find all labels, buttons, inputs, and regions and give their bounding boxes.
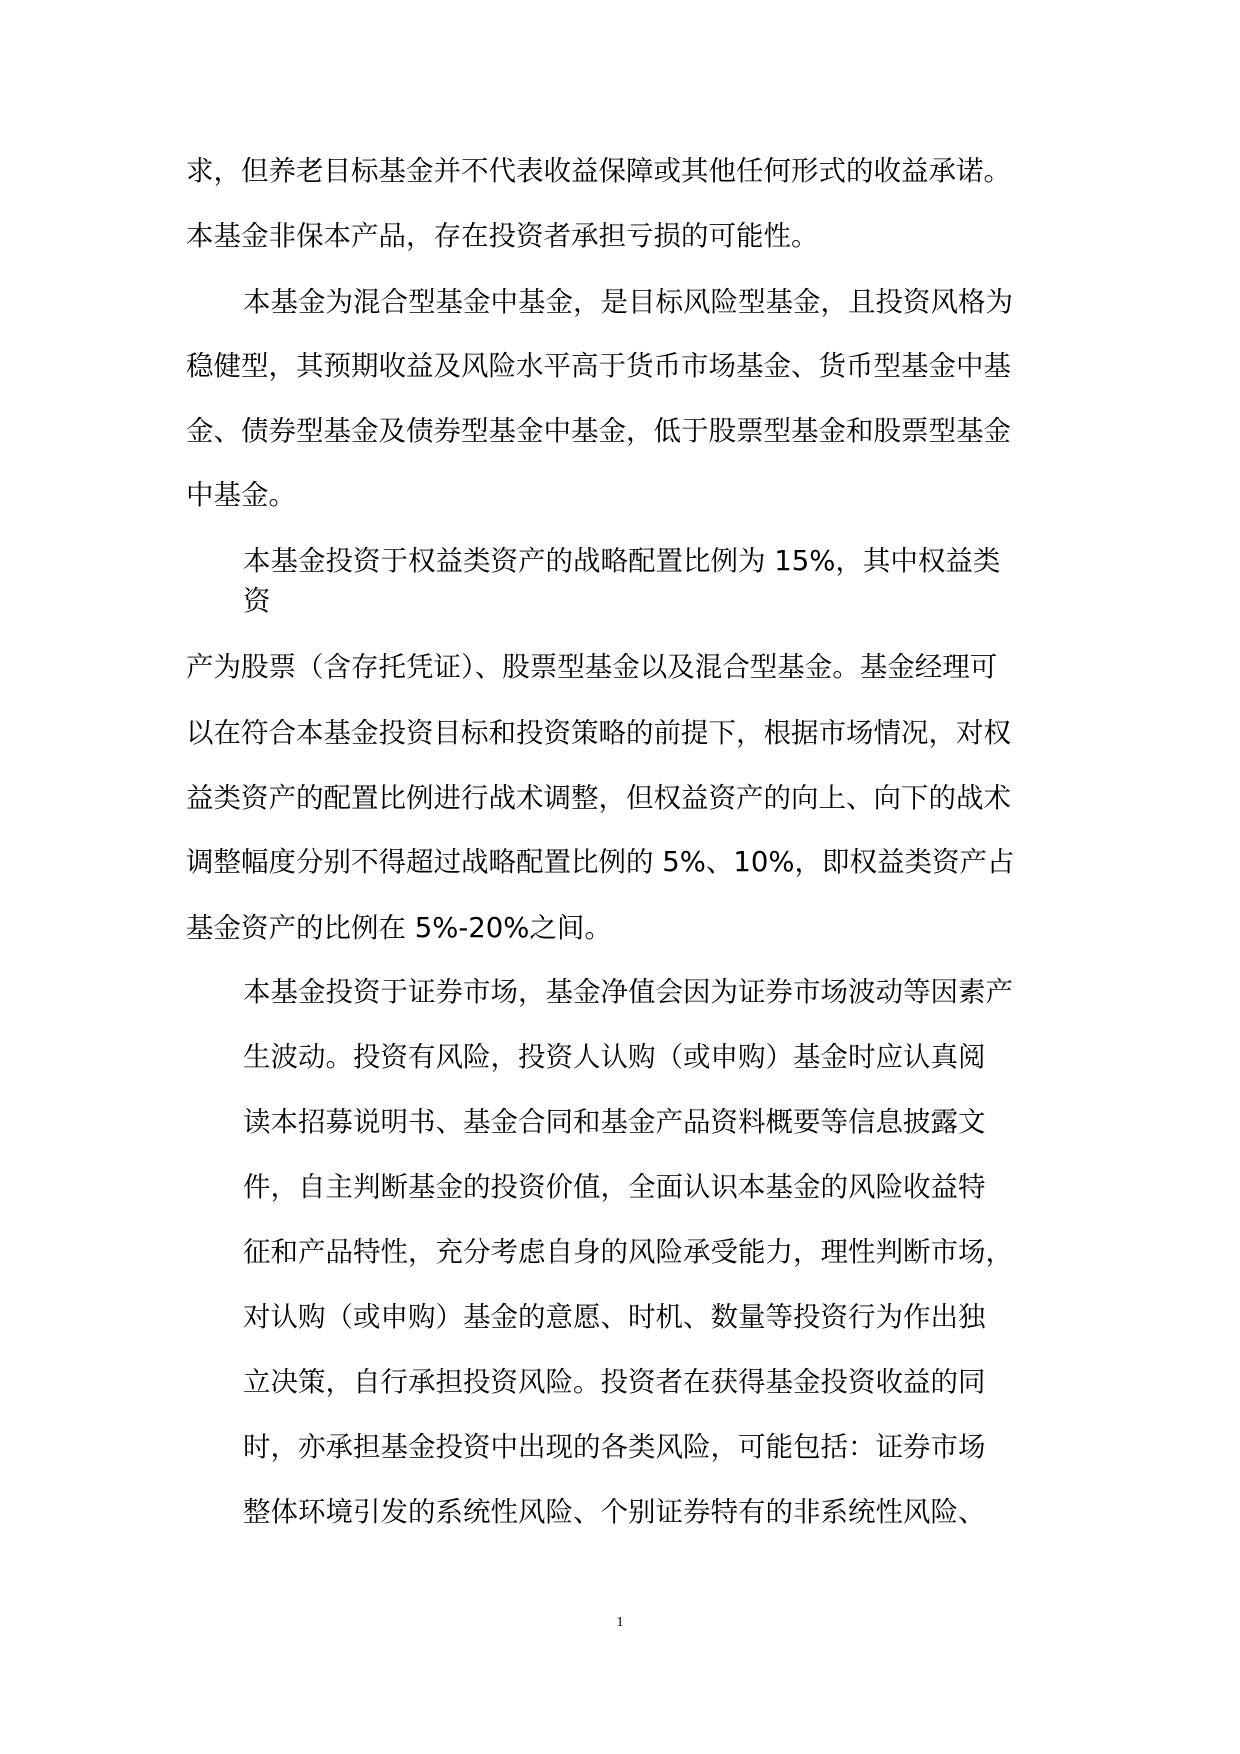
paragraph-3-line-2: 资 xyxy=(243,585,271,617)
paragraph-2-line-2: 稳健型，其预期收益及风险水平高于货币市场基金、货币型基金中基 xyxy=(186,350,1011,382)
paragraph-4-line-3: 读本招募说明书、基金合同和基金产品资料概要等信息披露文 xyxy=(243,1106,986,1138)
paragraph-3-line-6: 调整幅度分别不得超过战略配置比例的 5%、10%，即权益类资产占 xyxy=(186,846,1015,878)
paragraph-2-line-1: 本基金为混合型基金中基金，是目标风险型基金，且投资风格为 xyxy=(243,286,1013,318)
paragraph-3-line-3: 产为股票（含存托凭证）、股票型基金以及混合型基金。基金经理可 xyxy=(186,651,998,683)
paragraph-3-line-7: 基金资产的比例在 5%-20%之间。 xyxy=(186,912,612,944)
paragraph-2-line-4: 中基金。 xyxy=(186,479,296,511)
paragraph-3-line-1: 本基金投资于权益类资产的战略配置比例为 15%，其中权益类 xyxy=(243,545,1001,577)
paragraph-4-line-2: 生波动。投资有风险，投资人认购（或申购）基金时应认真阅 xyxy=(243,1041,986,1073)
paragraph-4-line-6: 对认购（或申购）基金的意愿、时机、数量等投资行为作出独 xyxy=(243,1301,986,1333)
paragraph-4-line-8: 时，亦承担基金投资中出现的各类风险，可能包括：证券市场 xyxy=(243,1431,986,1463)
paragraph-4-line-9: 整体环境引发的系统性风险、个别证券特有的非系统性风险、 xyxy=(243,1496,986,1528)
paragraph-3-line-5: 益类资产的配置比例进行战术调整，但权益资产的向上、向下的战术 xyxy=(186,782,1011,814)
page-number: 1 xyxy=(616,1615,624,1630)
paragraph-4-line-7: 立决策，自行承担投资风险。投资者在获得基金投资收益的同 xyxy=(243,1366,986,1398)
paragraph-4-line-4: 件，自主判断基金的投资价值，全面认识本基金的风险收益特 xyxy=(243,1171,986,1203)
paragraph-4-line-1: 本基金投资于证券市场，基金净值会因为证券市场波动等因素产 xyxy=(243,976,1013,1008)
paragraph-4-line-5: 征和产品特性，充分考虑自身的风险承受能力，理性判断市场， xyxy=(243,1236,1013,1268)
paragraph-3-line-4: 以在符合本基金投资目标和投资策略的前提下，根据市场情况，对权 xyxy=(186,717,1011,749)
paragraph-1-line-1: 求，但养老目标基金并不代表收益保障或其他任何形式的收益承诺。 xyxy=(186,155,1011,187)
paragraph-1-line-2: 本基金非保本产品，存在投资者承担亏损的可能性。 xyxy=(186,220,819,252)
paragraph-2-line-3: 金、债券型基金及债券型基金中基金，低于股票型基金和股票型基金 xyxy=(186,415,1011,447)
